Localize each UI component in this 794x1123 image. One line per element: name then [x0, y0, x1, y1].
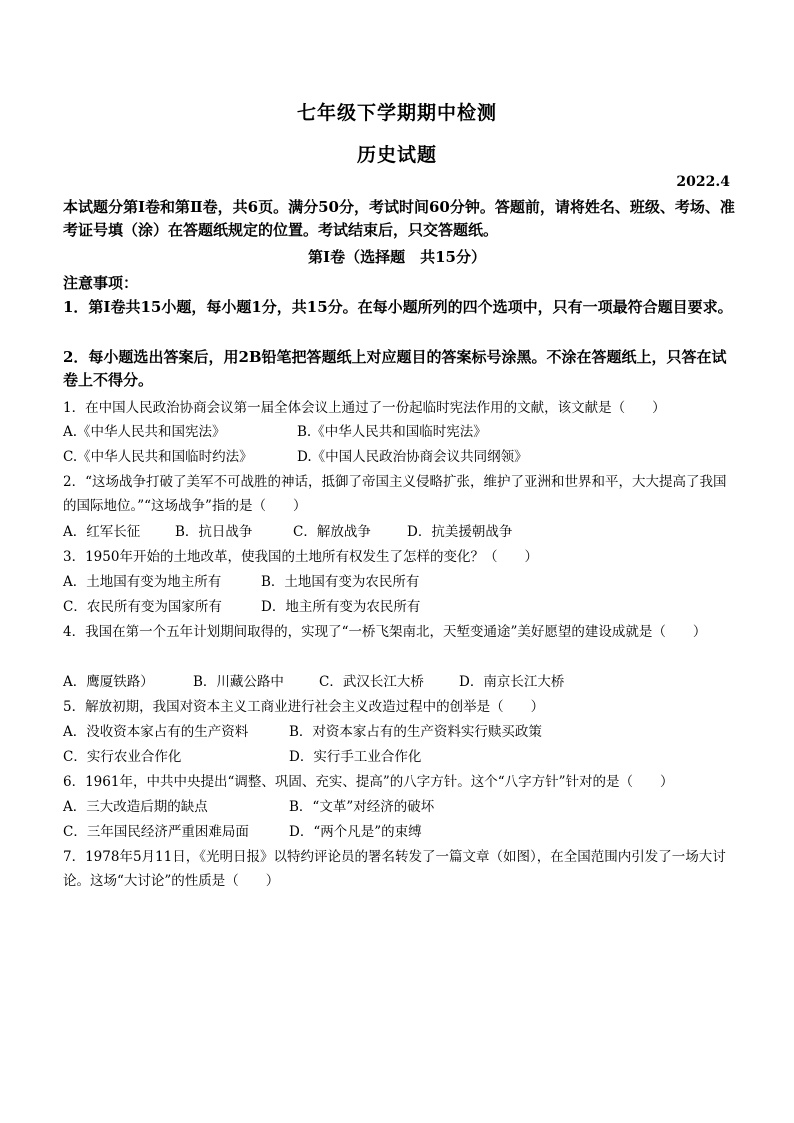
question-2-option-b: B．抗日战争 — [175, 524, 253, 540]
question-5-option-a: A．没收资本家占有的生产资料 — [63, 724, 249, 740]
question-5-stem: 5．解放初期，我国对资本主义工商业进行社会主义改造过程中的创举是（ ） — [63, 699, 545, 715]
question-4-option-c: C．武汉长江大桥 — [319, 674, 424, 690]
question-6-option-c: C．三年国民经济严重困难局面 — [63, 824, 249, 840]
question-4-option-b: B．川藏公路中 — [193, 674, 284, 690]
question-4-options — [63, 670, 735, 694]
question-6-stem: 6．1961年，中共中央提出“调整、巩固、充实、提高”的八字方针。这个“八字方针”针对的是（ ） — [63, 774, 674, 790]
question-2-option-c: C．解放战争 — [293, 524, 371, 540]
exam-title: 七年级下学期期中检测 — [296, 102, 497, 124]
question-4-option-a: A．鹰厦铁路） — [63, 674, 154, 690]
question-5-option-d: D．实行手工业合作化 — [289, 749, 422, 765]
question-6-option-d: D．“两个凡是”的束缚 — [289, 824, 422, 840]
question-3-option-c: C．农民所有变为国家所有 — [63, 599, 222, 615]
question-1-options-row2 — [63, 445, 735, 469]
question-3-options-row1 — [63, 570, 735, 594]
question-5-option-c: C．实行农业合作化 — [63, 749, 182, 765]
question-4-option-d: D．南京长江大桥 — [459, 674, 565, 690]
question-1-option-a: A.《中华人民共和国宪法》 — [63, 424, 226, 440]
question-5-options-row2 — [63, 745, 735, 769]
question-2-stem: 2．“这场战争打破了美军不可战胜的神话，抵御了帝国主义侵略扩张，维护了亚洲和世界和平，大大提高了我国的国际地位。”“这场战争”指的是（ ） — [63, 474, 727, 514]
question-1-option-b: B.《中华人民共和国临时宪法》 — [297, 424, 487, 440]
note-1: 1．第Ⅰ卷共15小题，每小题1分，共15分。在每小题所列的四个选项中，只有一项最符合题目要求。 — [63, 298, 733, 316]
question-1-option-c: C.《中华人民共和国临时约法》 — [63, 449, 253, 465]
question-2-options — [63, 520, 735, 544]
question-3-option-b: B．土地国有变为农民所有 — [261, 574, 420, 590]
question-7-stem: 7．1978年5月11日，《光明日报》以特约评论员的署名转发了一篇文章（如图），在全国范围内引发了一场大讨论。这场“大讨论”的性质是（ ） — [63, 849, 726, 889]
question-2-option-a: A．红军长征 — [63, 524, 141, 540]
exam-intro: 本试题分第Ⅰ卷和第Ⅱ卷，共6页。满分50分，考试时间60分钟。答题前，请将姓名、班级、考场、准考证号填（涂）在答题纸规定的位置。考试结束后，只交答题纸。 — [63, 198, 735, 239]
question-3-option-a: A．土地国有变为地主所有 — [63, 574, 222, 590]
question-3-stem: 3．1950年开始的土地改革，使我国的土地所有权发生了怎样的变化？（ ） — [63, 549, 538, 565]
question-5-options-row1 — [63, 720, 735, 744]
question-6-option-a: A．三大改造后期的缺点 — [63, 799, 208, 815]
question-5-option-b: B．对资本家占有的生产资料实行赎买政策 — [289, 724, 542, 740]
section-title: 第Ⅰ卷（选择题 共15分） — [308, 248, 486, 266]
question-2-option-d: D．抗美援朝战争 — [407, 524, 513, 540]
exam-subtitle: 历史试题 — [356, 144, 437, 166]
question-3-options-row2 — [63, 595, 735, 619]
question-1-stem: 1．在中国人民政治协商会议第一届全体会议上通过了一份起临时宪法作用的文献，该文献是（ ） — [63, 400, 666, 416]
question-3-option-d: D．地主所有变为农民所有 — [261, 599, 421, 615]
question-1-options-row1 — [63, 420, 735, 444]
note-2: 2．每小题选出答案后，用2B铅笔把答题纸上对应题目的答案标号涂黑。不涂在答题纸上，只答在试卷上不得分。 — [63, 348, 727, 389]
question-6-option-b: B．“文革”对经济的破坏 — [289, 799, 435, 815]
question-6-options-row2 — [63, 820, 735, 844]
question-1-option-d: D.《中国人民政治协商会议共同纲领》 — [297, 449, 528, 465]
notes-heading: 注意事项： — [63, 274, 139, 292]
question-6-options-row1 — [63, 795, 735, 819]
exam-date: 2022.4 — [676, 174, 730, 190]
question-4-stem: 4．我国在第一个五年计划期间取得的，实现了“一桥飞架南北，天堑变通途”美好愿望的建设成就是（ ） — [63, 624, 707, 640]
